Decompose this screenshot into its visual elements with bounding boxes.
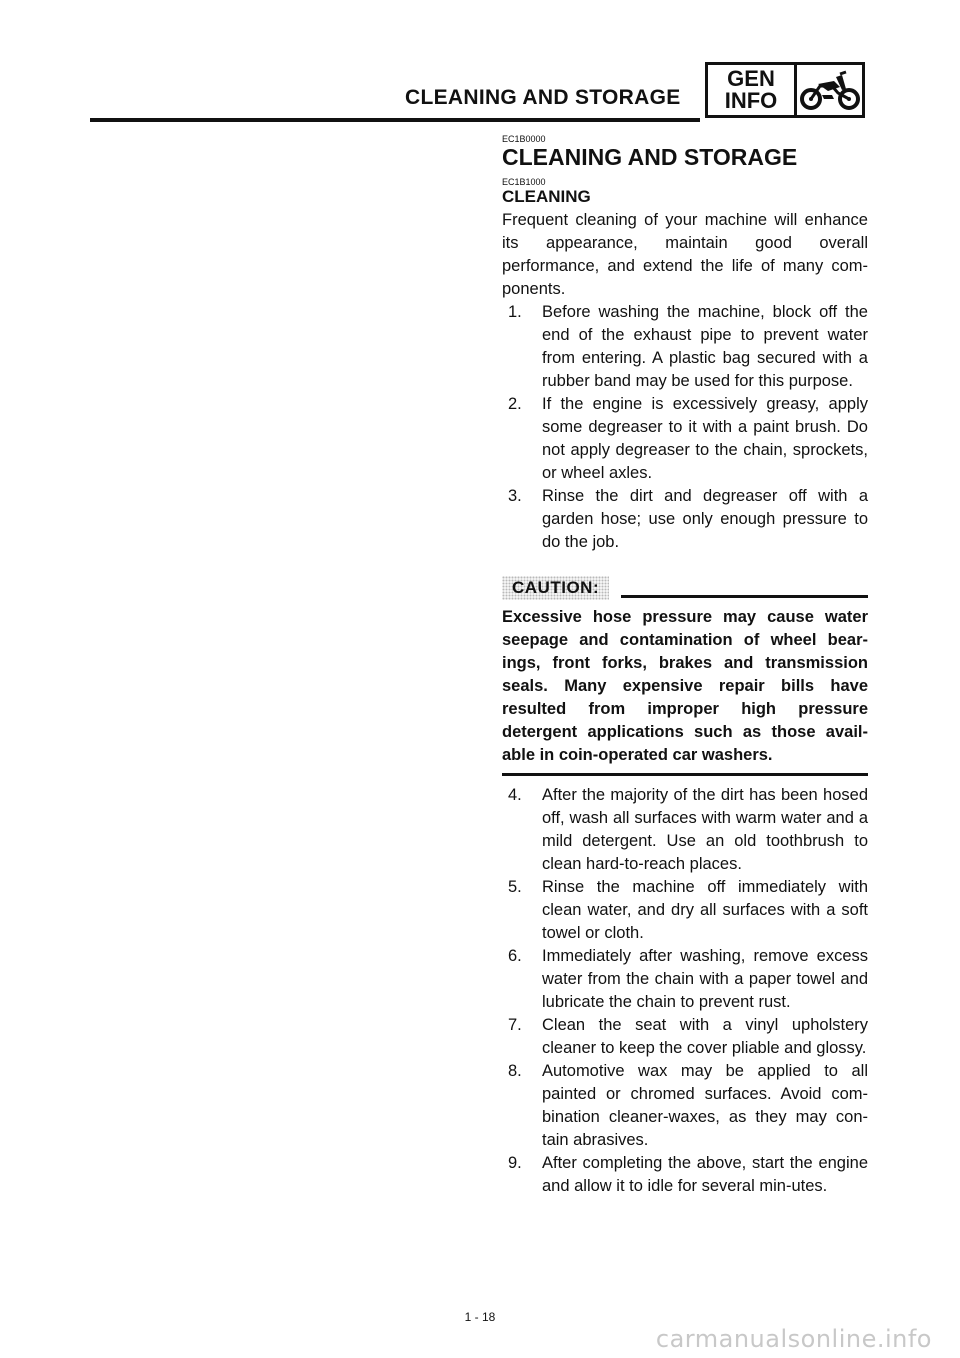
- section-code: EC1B0000: [502, 134, 546, 144]
- list-item: 7. Clean the seat with a vinyl upholstery cleaner to keep the cover pliable and glossy.: [508, 1016, 868, 1057]
- motorcycle-icon: [797, 65, 862, 115]
- list-item: 3. Rinse the dirt and degreaser off with a garden hose; use only enough pressure to do the job.: [508, 487, 868, 551]
- list-item: 8. Automotive wax may be applied to all painted or chromed surfaces. Avoid com-bination cleaner-waxes, as they may con-tain abrasives.: [508, 1062, 868, 1149]
- list-item: 5. Rinse the machine off immediately with clean water, and dry all surfaces with a soft towel or cloth.: [508, 878, 868, 942]
- header-title: CLEANING AND STORAGE: [405, 86, 681, 109]
- steps-list-b: [502, 784, 868, 1198]
- badge-line-2: INFO: [724, 88, 778, 113]
- list-item: 4. After the majority of the dirt has been hosed off, wash all surfaces with warm water and a mild detergent. Use an old toothbrush to clean hard-to-reach places.: [508, 786, 868, 873]
- caution-bottom-rule: [502, 773, 868, 776]
- subsection-code: EC1B1000: [502, 177, 546, 187]
- watermark-text[interactable]: carmanualsonline.info: [655, 1325, 932, 1353]
- list-item: 6. Immediately after washing, remove excess water from the chain with a paper towel and lubricate the chain to prevent rust.: [508, 947, 868, 1011]
- section-title: CLEANING AND STORAGE: [502, 144, 798, 170]
- header-rule: [90, 118, 700, 122]
- badge-label: [708, 65, 797, 115]
- section-badge: [705, 62, 865, 118]
- badge-line-1: GEN: [727, 66, 775, 91]
- caution-header: [502, 576, 868, 600]
- content-column: [502, 134, 868, 1198]
- caution-top-rule: [621, 595, 868, 598]
- steps-list-a: [502, 301, 868, 554]
- list-item: 9. After completing the above, start the engine and allow it to idle for several min-utes.: [508, 1154, 868, 1195]
- caution-text: Excessive hose pressure may cause water seepage and contamination of wheel bear-ings, front forks, brakes and transmission seals. Many expensive repair bills have resulted from improper high pressure detergent applications such as those avail-able in coin-operated car washers.: [502, 608, 868, 764]
- page-number: 1 - 18: [464, 1310, 496, 1324]
- list-item: 1. Before washing the machine, block off the end of the exhaust pipe to prevent water from entering. A plastic bag secured with a rubber band may be used for this purpose.: [508, 303, 868, 390]
- subsection-title: CLEANING: [502, 187, 591, 206]
- intro-paragraph: Frequent cleaning of your machine will enhance its appearance, maintain good overall performance, and extend the life of many com-ponents.: [502, 211, 868, 298]
- caution-label: CAUTION:: [502, 576, 609, 600]
- list-item: 2. If the engine is excessively greasy, apply some degreaser to it with a paint brush. Do not apply degreaser to the chain, sprockets, or wheel axles.: [508, 395, 868, 482]
